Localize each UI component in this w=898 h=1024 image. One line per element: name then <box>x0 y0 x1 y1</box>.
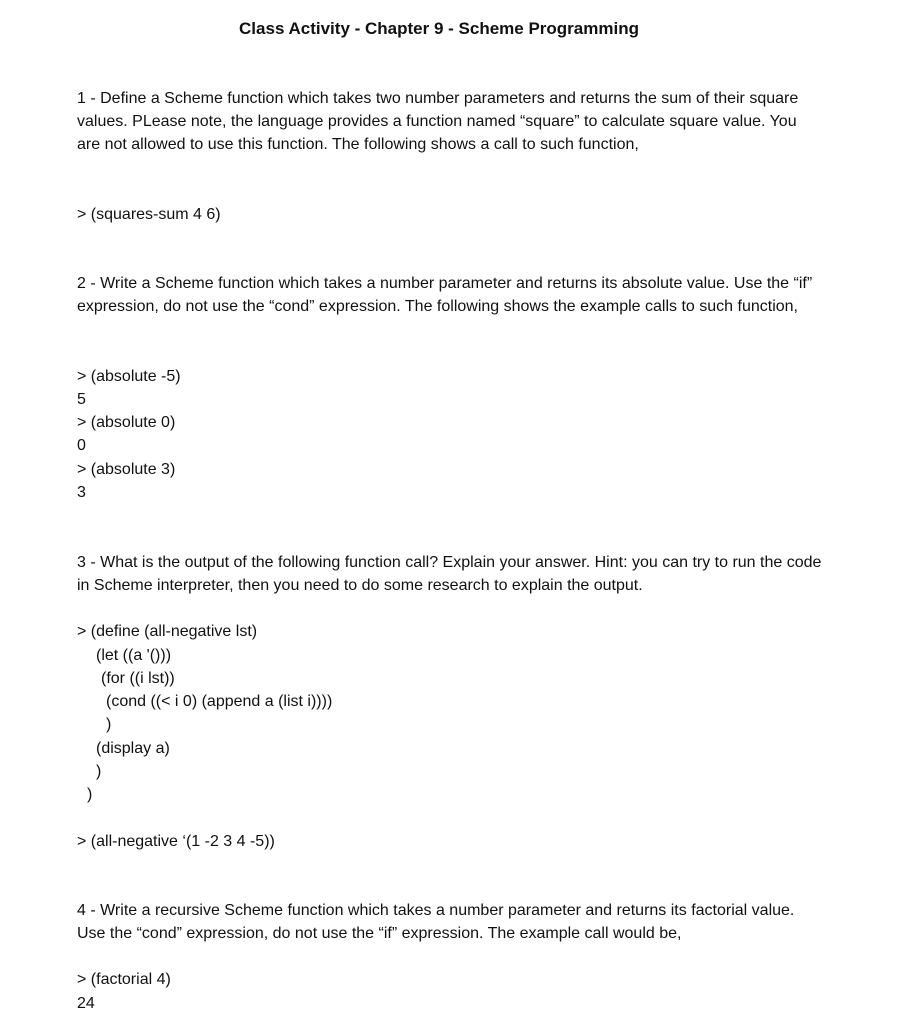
question-3-code-line: > (define (all-negative lst) <box>77 623 258 640</box>
question-2-example-line: 3 <box>77 484 86 501</box>
question-3-code-line: (let ((a '())) <box>96 647 172 664</box>
question-3-code-line: (display a) <box>96 740 170 757</box>
question-3-code-line: ) <box>87 786 93 803</box>
question-4-text: 4 - Write a recursive Scheme function which takes a number parameter and returns its factorial value. Use the “cond” expression, do not use the “if” expression. The example call would be, <box>77 902 795 943</box>
question-3-text: 3 - What is the output of the following function call? Explain your answer. Hint: you can try to run the code in Scheme interpreter, then you need to do some research to explain the output. <box>77 554 822 595</box>
question-2-text: 2 - Write a Scheme function which takes a number parameter and returns its absolute value. Use the “if” expression, do not use the “cond” expression. The following shows the example calls to such function, <box>77 275 813 316</box>
question-3-code-line: (cond ((< i 0) (append a (list i)))) <box>106 693 333 710</box>
question-2-example-line: > (absolute 0) <box>77 414 176 431</box>
question-2-example-line: > (absolute -5) <box>77 368 181 385</box>
question-1-text: 1 - Define a Scheme function which takes two number parameters and returns the sum of their square values. PLease note, the language provides a function named “square” to calculate square value. You are not allowed to use this function. The following shows a call to such function, <box>77 90 799 154</box>
question-2-example-line: 0 <box>77 437 86 454</box>
question-2-example-line: > (absolute 3) <box>77 461 176 478</box>
question-1-example: > (squares-sum 4 6) <box>77 206 221 223</box>
question-3-code-line: (for ((i lst)) <box>101 670 175 687</box>
question-3-code-line: ) <box>106 716 112 733</box>
question-4-example-line: 24 <box>77 995 95 1012</box>
document-title: Class Activity - Chapter 9 - Scheme Programming <box>239 19 639 38</box>
question-4-example-line: > (factorial 4) <box>77 971 171 988</box>
question-2-example-line: 5 <box>77 391 86 408</box>
question-3-code-line: ) <box>96 763 102 780</box>
question-3-call: > (all-negative ‘(1 -2 3 4 -5)) <box>77 833 275 850</box>
